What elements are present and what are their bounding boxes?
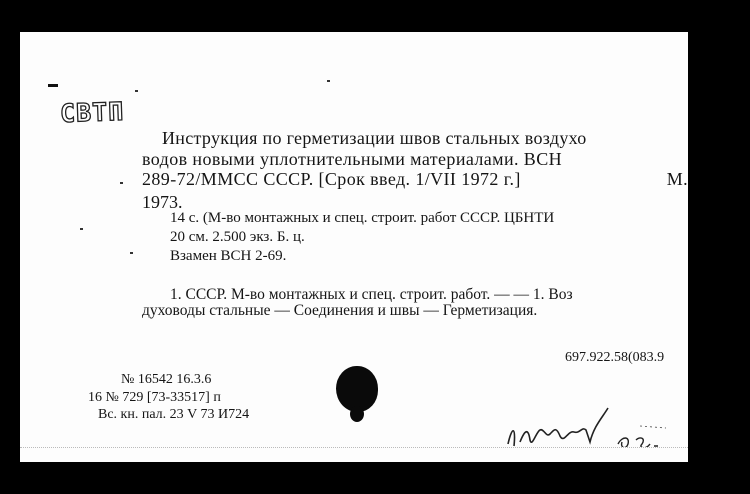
ink-blot xyxy=(336,366,378,412)
card-line-3-main: 289-72/ММСС СССР. [Срок введ. 1/VII 1972 г.] xyxy=(142,169,521,189)
catalog-card xyxy=(20,32,688,462)
card-line-3 xyxy=(142,169,688,190)
card-title-line: Инструкция по герметизации швов стальных воздухо xyxy=(162,128,587,148)
udc-code: 697.922.58(083.9 xyxy=(565,350,665,365)
ink-mark xyxy=(48,84,58,87)
speck xyxy=(135,90,138,92)
handwritten-signature xyxy=(490,396,688,456)
speck xyxy=(327,80,330,82)
card-line-2: водов новыми уплотнительными материалами. ВСН xyxy=(142,149,563,169)
speck xyxy=(120,182,123,184)
registry-number-3: Вс. кн. пал. 23 V 73 И724 xyxy=(98,407,250,422)
card-line-size: 20 см. 2.500 экз. Б. ц. xyxy=(170,229,305,245)
card-line-3-place: М. xyxy=(666,169,688,189)
speck xyxy=(80,228,83,230)
stamp-text: СВТП xyxy=(59,96,125,129)
registry-number-1: № 16542 16.3.6 xyxy=(121,372,212,387)
card-line-pages: 14 с. (М-во монтажных и спец. строит. работ СССР. ЦБНТИ xyxy=(170,210,555,226)
card-line-replaces: Взамен ВСН 2-69. xyxy=(170,248,287,264)
card-subject-line-1: 1. СССР. М-во монтажных и спец. строит. работ. — — 1. Воз xyxy=(170,286,573,303)
registry-number-2: 16 № 729 [73-33517] п xyxy=(88,390,221,405)
card-subject-line-2: духоводы стальные — Соединения и швы — Герметизация. xyxy=(142,302,538,319)
speck xyxy=(130,252,133,254)
card-line-year: 1973. xyxy=(142,192,183,212)
